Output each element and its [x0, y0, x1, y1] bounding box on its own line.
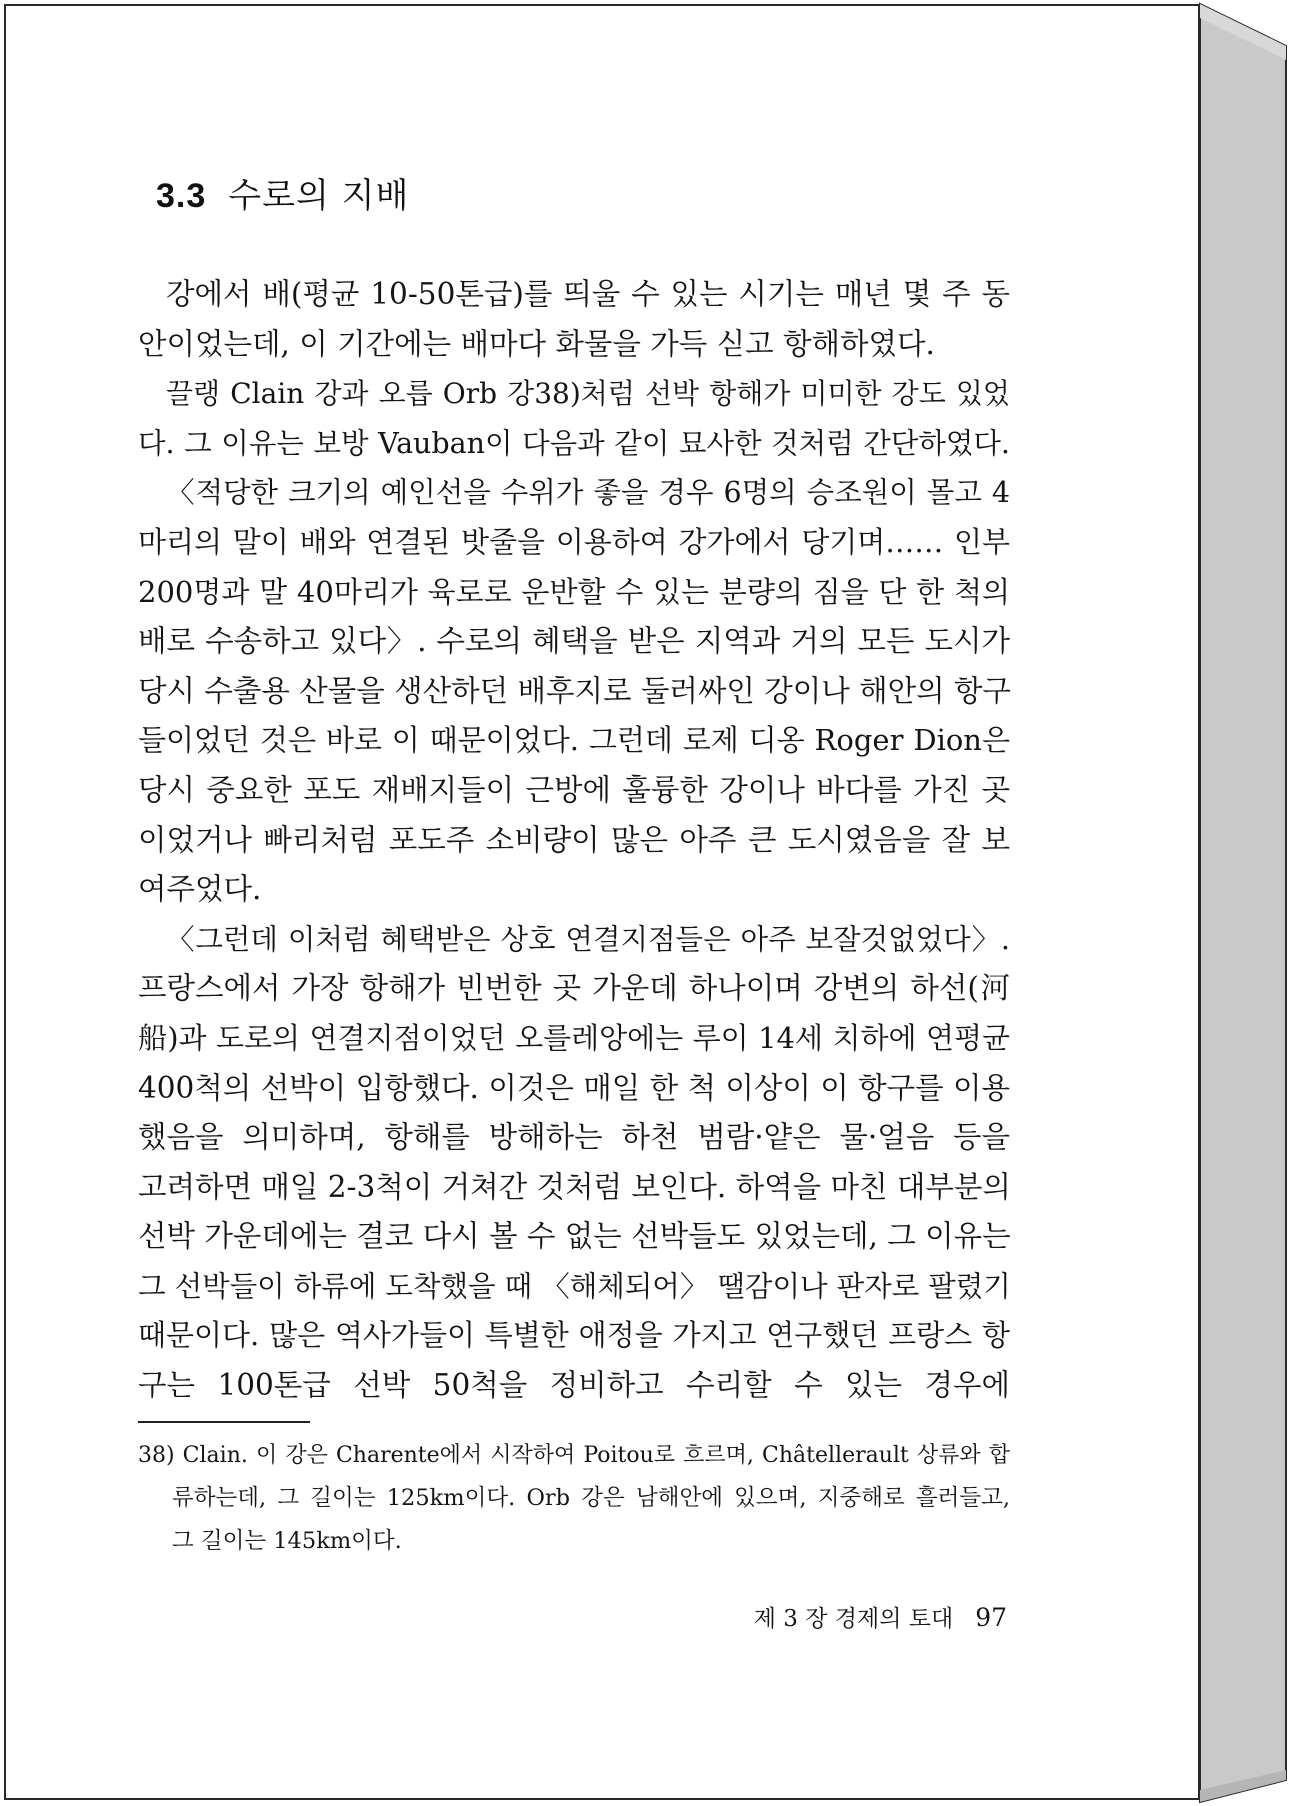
text-line: 프랑스에서 가장 항해가 빈번한 곳 가운데 하나이며 강변의 하선(河	[138, 971, 1010, 1006]
text-line: 다. 그 이유는 보방 Vauban이 다음과 같이 묘사한 것처럼 간단하였다.	[138, 426, 1010, 460]
text-line: 당시 중요한 포도 재배지들이 근방에 훌륭한 강이나 바다를 가진 곳	[138, 772, 1010, 807]
text-line: 400척의 선박이 입항했다. 이것은 매일 한 척 이상이 이 항구를 이용	[138, 1070, 1010, 1105]
section-heading	[156, 168, 409, 217]
text-line: 선박 가운데에는 결코 다시 볼 수 없는 선박들도 있었는데, 그 이유는	[138, 1219, 1011, 1254]
text-line: 〈적당한 크기의 예인선을 수위가 좋을 경우 6명의 승조원이 몰고 4	[166, 476, 1010, 510]
text-line: 마리의 말이 배와 연결된 밧줄을 이용하여 강가에서 당기며…… 인부	[138, 524, 1010, 559]
text-line: 끌랭 Clain 강과 오릅 Orb 강38)처럼 선박 항해가 미미한 강도 있었	[166, 377, 1010, 411]
text-line: 당시 수출용 산물을 생산하던 배후지로 둘러싸인 강이나 해안의 항구	[138, 673, 1011, 708]
text-line: 했음을 의미하며, 항해를 방해하는 하천 범람·얕은 물·얼음 등을	[138, 1120, 1010, 1155]
text-line: 때문이다. 많은 역사가들이 특별한 애정을 가지고 연구했던 프랑스 항	[138, 1318, 1010, 1353]
text-line: 고려하면 매일 2-3척이 거쳐간 것처럼 보인다. 하역을 마친 대부분의	[138, 1169, 1011, 1204]
footnotes	[138, 1434, 1010, 1563]
text-line: 200명과 말 40마리가 육로로 운반할 수 있는 분량의 짐을 단 한 척의	[138, 574, 1010, 609]
text-line: 〈그런데 이처럼 혜택받은 상호 연결지점들은 아주 보잘것없었다〉.	[166, 922, 1010, 956]
section-title: 수로의 지배	[228, 176, 410, 216]
text-line: 船)과 도로의 연결지점이었던 오를레앙에는 루이 14세 치하에 연평균	[138, 1020, 1010, 1055]
section-number: 3.3	[156, 177, 207, 215]
text-line: 이었거나 빠리처럼 포도주 소비량이 많은 아주 큰 도시였음을 잘 보	[138, 822, 1010, 857]
text-line: 여주었다.	[138, 872, 262, 907]
footnote-line: 38) Clain. 이 강은 Charente에서 시작하여 Poitou로 흐르며, Châtellerault 상류와 합	[138, 1443, 1010, 1468]
text-line: 구는 100톤급 선박 50척을 정비하고 수리할 수 있는 경우에	[138, 1368, 1010, 1403]
page-number: 97	[975, 1603, 1007, 1632]
text-line: 강에서 배(평균 10-50톤급)를 띄울 수 있는 시기는 매년 몇 주 동	[166, 277, 1010, 311]
text-line: 배로 수송하고 있다〉. 수로의 혜택을 받은 지역과 거의 모든 도시가	[138, 624, 1010, 659]
body-text	[138, 270, 1010, 1411]
footnote-divider	[138, 1421, 310, 1423]
footnote-line: 그 길이는 145km이다.	[172, 1528, 402, 1554]
footnote-line: 류하는데, 그 길이는 125km이다. Orb 강은 남해안에 있으며, 지중해로 흘러들고,	[172, 1485, 1010, 1511]
chapter-title: 제 3 장 경제의 토대	[753, 1606, 954, 1632]
text-line: 들이었던 것은 바로 이 때문이었다. 그런데 로제 디옹 Roger Dion은	[138, 723, 1010, 758]
text-line: 그 선박들이 하류에 도착했을 때 〈해체되어〉 땔감이나 판자로 팔렸기	[138, 1269, 1011, 1303]
text-line: 안이었는데, 이 기간에는 배마다 화물을 가득 싣고 항해하였다.	[138, 326, 935, 361]
running-footer	[754, 1600, 1007, 1633]
